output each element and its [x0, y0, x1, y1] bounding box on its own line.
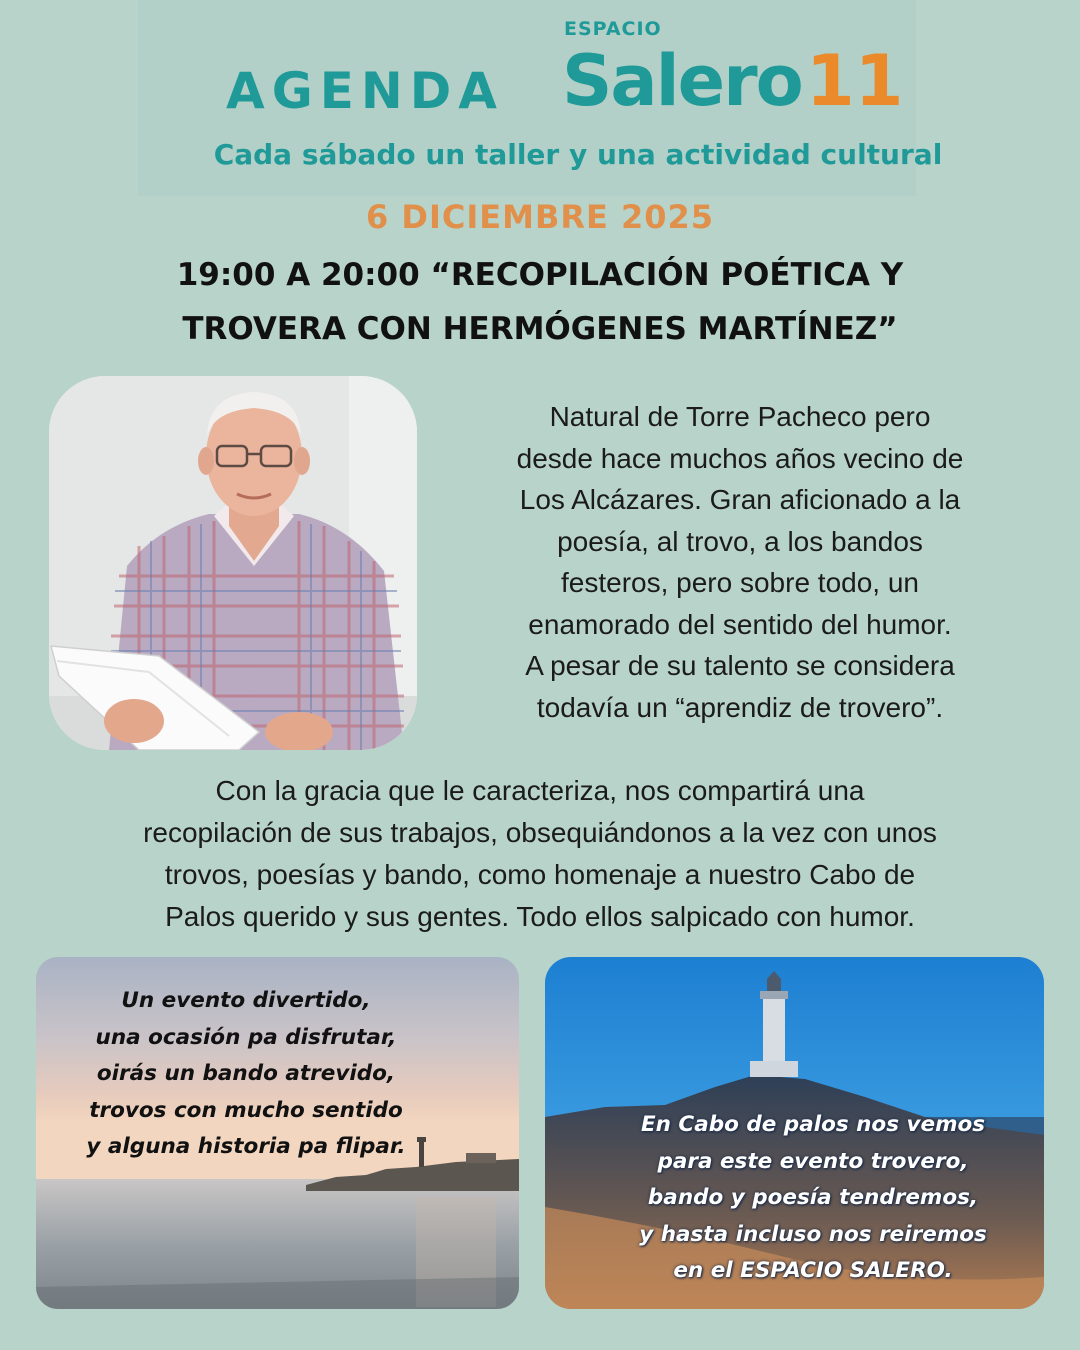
portrait-photo	[49, 376, 417, 750]
verse-left	[36, 983, 456, 1166]
event-title-line: TROVERA CON HERMÓGENES MARTÍNEZ”	[182, 311, 898, 347]
event-title-line: 19:00 A 20:00 “RECOPILACIÓN POÉTICA Y	[176, 257, 904, 293]
verse-line: una ocasión pa disfrutar,	[95, 1024, 397, 1050]
verse-line: En Cabo de palos nos vemos	[640, 1112, 986, 1137]
bio-line: desde hace muchos años vecino de	[516, 442, 964, 474]
bio-line: todavía un “aprendiz de trovero”.	[536, 691, 944, 723]
description-line: trovos, poesías y bando, como homenaje a nuestro Cabo de	[164, 859, 916, 890]
event-title	[0, 248, 1080, 356]
verse-line: Un evento divertido,	[121, 988, 371, 1013]
sunset-sea-photo	[36, 957, 519, 1309]
tagline: Cada sábado un taller y una actividad cultural	[213, 138, 943, 171]
bio-line: Natural de Torre Pacheco pero	[549, 401, 931, 432]
verse-line: bando y poesía tendremos,	[647, 1185, 979, 1210]
verse-line: en el ESPACIO SALERO.	[673, 1258, 953, 1283]
verse-line: para este evento trovero,	[657, 1148, 969, 1174]
espacio-label: ESPACIO	[564, 18, 662, 40]
event-date: 6 DICIEMBRE 2025	[365, 198, 715, 236]
bio-line: enamorado del sentido del humor.	[528, 608, 952, 640]
verse-line: y hasta incluso nos reiremos	[639, 1221, 987, 1247]
bio-line: poesía, al trovo, a los bandos	[557, 525, 923, 557]
description-line: recopilación de sus trabajos, obsequiándonos a la vez con unos	[143, 817, 937, 848]
verse-line: trovos con mucho sentido	[89, 1097, 403, 1123]
salero-logo-number: 11	[806, 40, 904, 122]
salero-logo-text: Salero	[562, 40, 802, 122]
agenda-title: AGENDA	[226, 62, 504, 120]
bio-paragraph	[440, 396, 1040, 728]
verse-right	[563, 1107, 1044, 1290]
bio-line: festeros, pero sobre todo, un	[561, 567, 919, 598]
lighthouse-photo	[545, 957, 1044, 1309]
description-paragraph	[20, 770, 1060, 938]
verse-line: oirás un bando atrevido,	[96, 1061, 396, 1086]
verse-line: y alguna historia pa flipar.	[86, 1134, 406, 1159]
bio-line: Los Alcázares. Gran aficionado a la	[519, 484, 961, 515]
portrait-illustration	[49, 376, 417, 750]
description-line: Con la gracia que le caracteriza, nos compartirá una	[215, 775, 865, 806]
bio-line: A pesar de su talento se considera	[525, 650, 955, 681]
description-line: Palos querido y sus gentes. Todo ellos salpicado con humor.	[165, 901, 915, 932]
